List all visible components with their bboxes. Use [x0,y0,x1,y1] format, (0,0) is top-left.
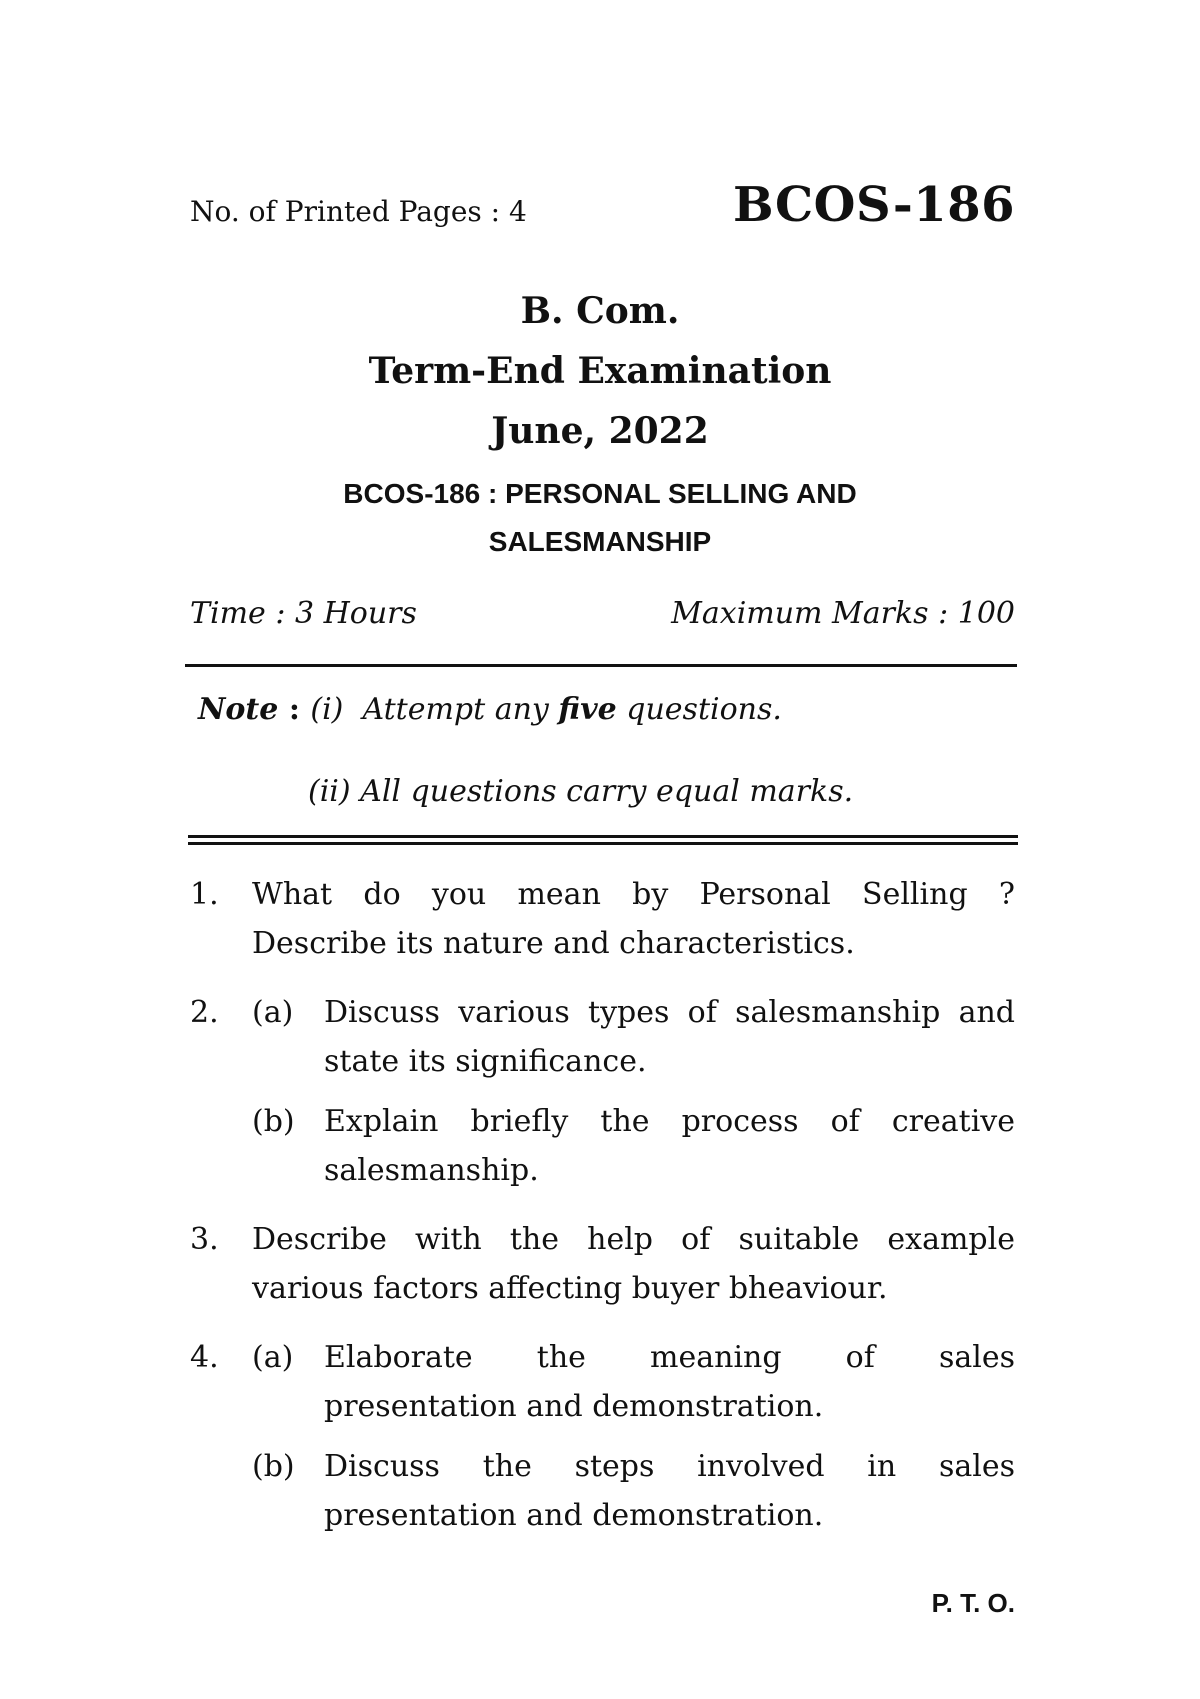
question-3-line-2: various factors affecting buyer bheaviour. [252,1271,888,1306]
course-code: BCOS-186 [732,177,1015,233]
exam-title: Term-End Examination [368,350,832,392]
note-item-1-post: questions. [616,692,782,727]
note-instruction-2 [308,774,853,809]
question-4b-line-2: presentation and demonstration. [324,1498,824,1533]
question-3-number: 3. [190,1222,219,1257]
question-2a-label: (a) [252,995,294,1030]
degree-title: B. Com. [520,290,680,332]
question-2b-label: (b) [252,1104,295,1139]
exam-session: June, 2022 [491,410,709,452]
paper-title-line-2: SALESMANSHIP [488,526,712,557]
note-colon: : [278,692,311,727]
double-rule-bottom [188,842,1018,845]
question-2-number: 2. [190,995,219,1030]
paper-title-line-1: BCOS-186 : PERSONAL SELLING AND [343,478,857,509]
printed-pages-count: No. of Printed Pages : 4 [190,195,527,228]
double-rule-top [188,835,1018,838]
question-1-line-1: What do you mean by Personal Selling ? [252,877,1015,912]
divider-rule [185,664,1017,667]
question-4a-line-1: Elaborate the meaning of sales [324,1340,1015,1375]
note-item-2-text: All questions carry equal marks. [360,774,854,809]
question-3-line-1: Describe with the help of suitable example [252,1222,1015,1257]
question-1-line-2: Describe its nature and characteristics. [252,926,855,961]
header-row [190,177,1015,245]
note-item-2-number: (ii) [308,774,351,809]
question-2b-line-1: Explain briefly the process of creative [324,1104,1015,1139]
note-item-1-pre: Attempt any [362,692,559,727]
question-4a-label: (a) [252,1340,294,1375]
question-2a-line-2: state its significance. [324,1044,647,1079]
note-item-1-number: (i) [310,692,344,727]
question-4-number: 4. [190,1340,219,1375]
question-4b-line-1: Discuss the steps involved in sales [324,1449,1015,1484]
time-allowed: Time : 3 Hours [190,596,417,631]
note-label: Note [198,692,279,727]
note-instruction-1 [198,692,782,727]
note-item-1-emphasis: five [558,692,617,727]
question-2b-line-2: salesmanship. [324,1153,539,1188]
page-turn-over: P. T. O. [931,1588,1015,1618]
maximum-marks: Maximum Marks : 100 [671,596,1015,631]
question-1-number: 1. [190,877,219,912]
question-4b-label: (b) [252,1449,295,1484]
question-2a-line-1: Discuss various types of salesmanship and [324,995,1015,1030]
question-4a-line-2: presentation and demonstration. [324,1389,824,1424]
